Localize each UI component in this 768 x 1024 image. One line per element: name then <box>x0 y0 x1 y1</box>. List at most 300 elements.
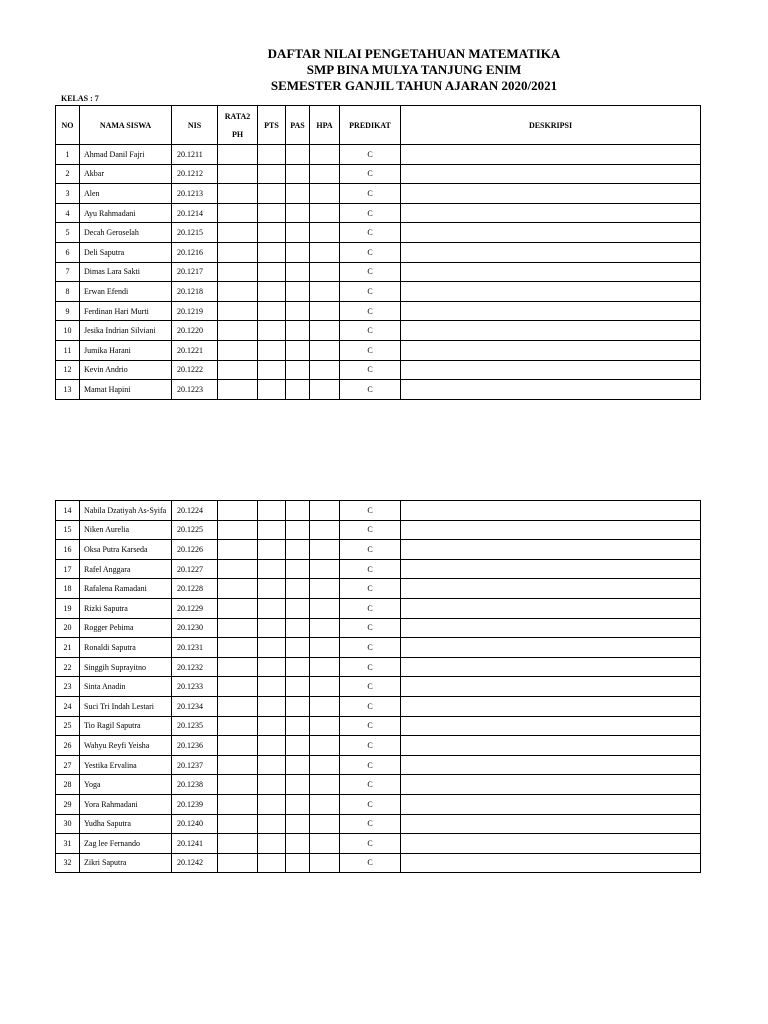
table-row <box>56 579 701 599</box>
cell-no: 19 <box>56 598 80 618</box>
cell-no: 6 <box>56 242 80 262</box>
cell-nis: 20.1242 <box>172 853 218 873</box>
cell-pas <box>286 618 310 638</box>
cell-pts <box>258 262 286 282</box>
cell-hpa <box>310 598 340 618</box>
cell-no: 32 <box>56 853 80 873</box>
cell-no: 31 <box>56 834 80 854</box>
cell-no: 3 <box>56 184 80 204</box>
cell-predikat: C <box>340 360 401 380</box>
cell-deskripsi <box>401 618 701 638</box>
table-row <box>56 696 701 716</box>
table-row <box>56 736 701 756</box>
cell-deskripsi <box>401 184 701 204</box>
cell-deskripsi <box>401 282 701 302</box>
table-row <box>56 677 701 697</box>
cell-deskripsi <box>401 696 701 716</box>
cell-nis: 20.1224 <box>172 501 218 521</box>
cell-pas <box>286 242 310 262</box>
cell-hpa <box>310 501 340 521</box>
cell-hpa <box>310 657 340 677</box>
cell-rata2-ph <box>218 360 258 380</box>
header-nama-siswa: NAMA SISWA <box>80 106 172 145</box>
cell-nama-siswa: Yoga <box>80 775 172 795</box>
table-row <box>56 716 701 736</box>
cell-pts <box>258 301 286 321</box>
cell-no: 5 <box>56 223 80 243</box>
cell-predikat: C <box>340 853 401 873</box>
cell-pas <box>286 321 310 341</box>
cell-pas <box>286 282 310 302</box>
table-row <box>56 598 701 618</box>
cell-pts <box>258 794 286 814</box>
cell-deskripsi <box>401 164 701 184</box>
cell-pas <box>286 579 310 599</box>
cell-nama-siswa: Yudha Saputra <box>80 814 172 834</box>
cell-rata2-ph <box>218 638 258 658</box>
cell-nis: 20.1214 <box>172 203 218 223</box>
cell-nama-siswa: Dimas Lara Sakti <box>80 262 172 282</box>
cell-no: 10 <box>56 321 80 341</box>
cell-no: 2 <box>56 164 80 184</box>
cell-pts <box>258 360 286 380</box>
cell-nis: 20.1226 <box>172 540 218 560</box>
cell-hpa <box>310 638 340 658</box>
cell-pas <box>286 853 310 873</box>
cell-hpa <box>310 540 340 560</box>
cell-rata2-ph <box>218 814 258 834</box>
cell-predikat: C <box>340 657 401 677</box>
class-label: KELAS : 7 <box>61 94 99 103</box>
cell-predikat: C <box>340 794 401 814</box>
cell-rata2-ph <box>218 677 258 697</box>
cell-no: 27 <box>56 755 80 775</box>
cell-pts <box>258 853 286 873</box>
cell-no: 14 <box>56 501 80 521</box>
cell-pts <box>258 501 286 521</box>
cell-nama-siswa: Niken Aurelia <box>80 520 172 540</box>
cell-no: 22 <box>56 657 80 677</box>
cell-pts <box>258 736 286 756</box>
cell-deskripsi <box>401 262 701 282</box>
cell-pas <box>286 834 310 854</box>
cell-deskripsi <box>401 223 701 243</box>
cell-hpa <box>310 203 340 223</box>
cell-rata2-ph <box>218 834 258 854</box>
cell-predikat: C <box>340 184 401 204</box>
cell-deskripsi <box>401 716 701 736</box>
cell-nis: 20.1211 <box>172 145 218 165</box>
header-predikat: PREDIKAT <box>340 106 401 145</box>
table-row <box>56 184 701 204</box>
table-row <box>56 321 701 341</box>
table-row <box>56 262 701 282</box>
table-row <box>56 203 701 223</box>
cell-deskripsi <box>401 203 701 223</box>
cell-no: 9 <box>56 301 80 321</box>
table-row <box>56 559 701 579</box>
table-row <box>56 618 701 638</box>
cell-pas <box>286 360 310 380</box>
cell-deskripsi <box>401 301 701 321</box>
cell-predikat: C <box>340 380 401 400</box>
cell-predikat: C <box>340 282 401 302</box>
cell-pas <box>286 677 310 697</box>
cell-pts <box>258 618 286 638</box>
cell-predikat: C <box>340 203 401 223</box>
cell-hpa <box>310 755 340 775</box>
cell-rata2-ph <box>218 184 258 204</box>
table-row <box>56 164 701 184</box>
cell-hpa <box>310 360 340 380</box>
cell-pas <box>286 598 310 618</box>
cell-predikat: C <box>340 755 401 775</box>
cell-pas <box>286 184 310 204</box>
cell-hpa <box>310 853 340 873</box>
cell-pas <box>286 301 310 321</box>
cell-no: 16 <box>56 540 80 560</box>
cell-deskripsi <box>401 579 701 599</box>
cell-pas <box>286 223 310 243</box>
cell-nama-siswa: Alen <box>80 184 172 204</box>
cell-nama-siswa: Ayu Rahmadani <box>80 203 172 223</box>
cell-hpa <box>310 696 340 716</box>
cell-hpa <box>310 618 340 638</box>
cell-hpa <box>310 301 340 321</box>
cell-nis: 20.1220 <box>172 321 218 341</box>
table-row <box>56 853 701 873</box>
cell-rata2-ph <box>218 520 258 540</box>
cell-nis: 20.1212 <box>172 164 218 184</box>
cell-nis: 20.1229 <box>172 598 218 618</box>
cell-deskripsi <box>401 598 701 618</box>
cell-predikat: C <box>340 559 401 579</box>
cell-nama-siswa: Wahyu Reyfi Yeisha <box>80 736 172 756</box>
cell-nis: 20.1217 <box>172 262 218 282</box>
cell-nis: 20.1239 <box>172 794 218 814</box>
cell-nis: 20.1221 <box>172 340 218 360</box>
cell-no: 12 <box>56 360 80 380</box>
cell-nama-siswa: Deli Saputra <box>80 242 172 262</box>
cell-pts <box>258 677 286 697</box>
cell-pts <box>258 657 286 677</box>
cell-pts <box>258 282 286 302</box>
cell-nis: 20.1232 <box>172 657 218 677</box>
cell-predikat: C <box>340 321 401 341</box>
cell-pas <box>286 559 310 579</box>
cell-nis: 20.1216 <box>172 242 218 262</box>
cell-nama-siswa: Erwan Efendi <box>80 282 172 302</box>
cell-predikat: C <box>340 618 401 638</box>
cell-nama-siswa: Mamat Hapini <box>80 380 172 400</box>
grades-table-page-2 <box>55 500 701 873</box>
cell-pts <box>258 340 286 360</box>
cell-hpa <box>310 677 340 697</box>
cell-rata2-ph <box>218 618 258 638</box>
cell-pts <box>258 321 286 341</box>
cell-nama-siswa: Zikri Saputra <box>80 853 172 873</box>
cell-no: 18 <box>56 579 80 599</box>
header-no: NO <box>56 106 80 145</box>
cell-predikat: C <box>340 301 401 321</box>
cell-rata2-ph <box>218 540 258 560</box>
cell-predikat: C <box>340 677 401 697</box>
table-row <box>56 520 701 540</box>
table-row <box>56 794 701 814</box>
cell-no: 8 <box>56 282 80 302</box>
cell-pts <box>258 520 286 540</box>
cell-deskripsi <box>401 340 701 360</box>
cell-nama-siswa: Tio Ragil Saputra <box>80 716 172 736</box>
cell-rata2-ph <box>218 380 258 400</box>
cell-pts <box>258 203 286 223</box>
cell-predikat: C <box>340 736 401 756</box>
cell-hpa <box>310 559 340 579</box>
cell-hpa <box>310 380 340 400</box>
cell-rata2-ph <box>218 301 258 321</box>
cell-hpa <box>310 184 340 204</box>
table-row <box>56 145 701 165</box>
cell-rata2-ph <box>218 775 258 795</box>
cell-predikat: C <box>340 501 401 521</box>
cell-deskripsi <box>401 145 701 165</box>
cell-predikat: C <box>340 262 401 282</box>
cell-deskripsi <box>401 360 701 380</box>
cell-nama-siswa: Akbar <box>80 164 172 184</box>
cell-pas <box>286 540 310 560</box>
cell-nis: 20.1234 <box>172 696 218 716</box>
cell-no: 28 <box>56 775 80 795</box>
cell-rata2-ph <box>218 145 258 165</box>
cell-nama-siswa: Zag lee Fernando <box>80 834 172 854</box>
cell-pas <box>286 380 310 400</box>
cell-pas <box>286 755 310 775</box>
cell-nama-siswa: Jesika Indrian Silviani <box>80 321 172 341</box>
cell-rata2-ph <box>218 223 258 243</box>
cell-nis: 20.1240 <box>172 814 218 834</box>
cell-pas <box>286 638 310 658</box>
cell-nama-siswa: Rogger Pebima <box>80 618 172 638</box>
cell-deskripsi <box>401 520 701 540</box>
header-nis: NIS <box>172 106 218 145</box>
cell-no: 11 <box>56 340 80 360</box>
cell-nama-siswa: Yestika Ervalina <box>80 755 172 775</box>
cell-pts <box>258 775 286 795</box>
cell-predikat: C <box>340 145 401 165</box>
cell-nis: 20.1231 <box>172 638 218 658</box>
header-deskripsi: DESKRIPSI <box>401 106 701 145</box>
cell-rata2-ph <box>218 262 258 282</box>
cell-pts <box>258 145 286 165</box>
cell-nama-siswa: Jumika Harani <box>80 340 172 360</box>
cell-hpa <box>310 282 340 302</box>
cell-no: 26 <box>56 736 80 756</box>
cell-predikat: C <box>340 834 401 854</box>
cell-rata2-ph <box>218 755 258 775</box>
title-line-1: DAFTAR NILAI PENGETAHUAN MATEMATIKA <box>267 46 561 61</box>
cell-nis: 20.1213 <box>172 184 218 204</box>
cell-no: 30 <box>56 814 80 834</box>
cell-nama-siswa: Kevin Andrio <box>80 360 172 380</box>
cell-hpa <box>310 736 340 756</box>
cell-rata2-ph <box>218 696 258 716</box>
cell-nis: 20.1233 <box>172 677 218 697</box>
cell-predikat: C <box>340 814 401 834</box>
cell-deskripsi <box>401 755 701 775</box>
cell-deskripsi <box>401 242 701 262</box>
cell-pas <box>286 716 310 736</box>
cell-hpa <box>310 775 340 795</box>
cell-nama-siswa: Oksa Putra Karseda <box>80 540 172 560</box>
cell-rata2-ph <box>218 164 258 184</box>
cell-rata2-ph <box>218 598 258 618</box>
cell-pts <box>258 380 286 400</box>
cell-nis: 20.1235 <box>172 716 218 736</box>
cell-deskripsi <box>401 677 701 697</box>
cell-pts <box>258 716 286 736</box>
cell-pas <box>286 501 310 521</box>
table-row <box>56 814 701 834</box>
cell-predikat: C <box>340 775 401 795</box>
cell-nama-siswa: Suci Tri Indah Lestari <box>80 696 172 716</box>
title-line-2: SMP BINA MULYA TANJUNG ENIM <box>306 62 522 77</box>
cell-nis: 20.1238 <box>172 775 218 795</box>
cell-predikat: C <box>340 223 401 243</box>
cell-nis: 20.1219 <box>172 301 218 321</box>
cell-predikat: C <box>340 579 401 599</box>
cell-nis: 20.1228 <box>172 579 218 599</box>
cell-nama-siswa: Sinta Anadin <box>80 677 172 697</box>
table-row <box>56 223 701 243</box>
cell-rata2-ph <box>218 242 258 262</box>
cell-no: 23 <box>56 677 80 697</box>
cell-nama-siswa: Rizki Saputra <box>80 598 172 618</box>
cell-no: 13 <box>56 380 80 400</box>
cell-pts <box>258 834 286 854</box>
cell-no: 29 <box>56 794 80 814</box>
cell-no: 15 <box>56 520 80 540</box>
cell-pts <box>258 184 286 204</box>
table-row <box>56 775 701 795</box>
cell-nama-siswa: Decah Geroselah <box>80 223 172 243</box>
cell-no: 17 <box>56 559 80 579</box>
cell-predikat: C <box>340 696 401 716</box>
cell-pts <box>258 638 286 658</box>
cell-pas <box>286 145 310 165</box>
table-row <box>56 501 701 521</box>
cell-rata2-ph <box>218 340 258 360</box>
cell-hpa <box>310 716 340 736</box>
cell-nama-siswa: Yora Rahmadani <box>80 794 172 814</box>
cell-predikat: C <box>340 598 401 618</box>
table-row <box>56 638 701 658</box>
cell-pts <box>258 579 286 599</box>
cell-pts <box>258 223 286 243</box>
cell-hpa <box>310 794 340 814</box>
table-row <box>56 282 701 302</box>
cell-no: 4 <box>56 203 80 223</box>
cell-nama-siswa: Rafalena Ramadani <box>80 579 172 599</box>
table-row <box>56 301 701 321</box>
cell-pas <box>286 340 310 360</box>
cell-deskripsi <box>401 814 701 834</box>
cell-nama-siswa: Ahmad Danil Fajri <box>80 145 172 165</box>
cell-predikat: C <box>340 164 401 184</box>
header-pts: PTS <box>258 106 286 145</box>
cell-deskripsi <box>401 736 701 756</box>
cell-nis: 20.1227 <box>172 559 218 579</box>
cell-deskripsi <box>401 380 701 400</box>
cell-deskripsi <box>401 834 701 854</box>
cell-no: 7 <box>56 262 80 282</box>
cell-rata2-ph <box>218 579 258 599</box>
cell-nama-siswa: Rafel Anggara <box>80 559 172 579</box>
cell-hpa <box>310 262 340 282</box>
cell-pas <box>286 520 310 540</box>
cell-hpa <box>310 145 340 165</box>
table-row <box>56 242 701 262</box>
cell-nis: 20.1222 <box>172 360 218 380</box>
cell-deskripsi <box>401 559 701 579</box>
cell-pts <box>258 164 286 184</box>
cell-pas <box>286 696 310 716</box>
cell-nis: 20.1215 <box>172 223 218 243</box>
cell-pas <box>286 164 310 184</box>
cell-pas <box>286 814 310 834</box>
table-row <box>56 380 701 400</box>
cell-hpa <box>310 814 340 834</box>
cell-predikat: C <box>340 638 401 658</box>
table-row <box>56 657 701 677</box>
table-row <box>56 340 701 360</box>
cell-rata2-ph <box>218 657 258 677</box>
cell-nis: 20.1241 <box>172 834 218 854</box>
cell-nama-siswa: Ferdinan Hari Murti <box>80 301 172 321</box>
cell-rata2-ph <box>218 282 258 302</box>
cell-predikat: C <box>340 716 401 736</box>
cell-hpa <box>310 164 340 184</box>
cell-pas <box>286 736 310 756</box>
title-line-3: SEMESTER GANJIL TAHUN AJARAN 2020/2021 <box>270 78 558 93</box>
table-header-row <box>56 106 701 145</box>
table-row <box>56 540 701 560</box>
cell-deskripsi <box>401 638 701 658</box>
cell-rata2-ph <box>218 736 258 756</box>
header-rata2-ph <box>218 106 258 145</box>
cell-nama-siswa: Singgih Suprayitno <box>80 657 172 677</box>
cell-pts <box>258 559 286 579</box>
cell-pas <box>286 262 310 282</box>
cell-nis: 20.1236 <box>172 736 218 756</box>
cell-predikat: C <box>340 242 401 262</box>
cell-pas <box>286 657 310 677</box>
cell-pas <box>286 203 310 223</box>
cell-rata2-ph <box>218 321 258 341</box>
cell-hpa <box>310 520 340 540</box>
cell-hpa <box>310 242 340 262</box>
cell-rata2-ph <box>218 716 258 736</box>
cell-deskripsi <box>401 853 701 873</box>
cell-rata2-ph <box>218 559 258 579</box>
cell-nama-siswa: Ronaldi Saputra <box>80 638 172 658</box>
header-pas: PAS <box>286 106 310 145</box>
cell-predikat: C <box>340 340 401 360</box>
cell-hpa <box>310 321 340 341</box>
cell-nis: 20.1218 <box>172 282 218 302</box>
header-rata2: RATA2 <box>224 111 251 121</box>
cell-pas <box>286 794 310 814</box>
cell-rata2-ph <box>218 501 258 521</box>
